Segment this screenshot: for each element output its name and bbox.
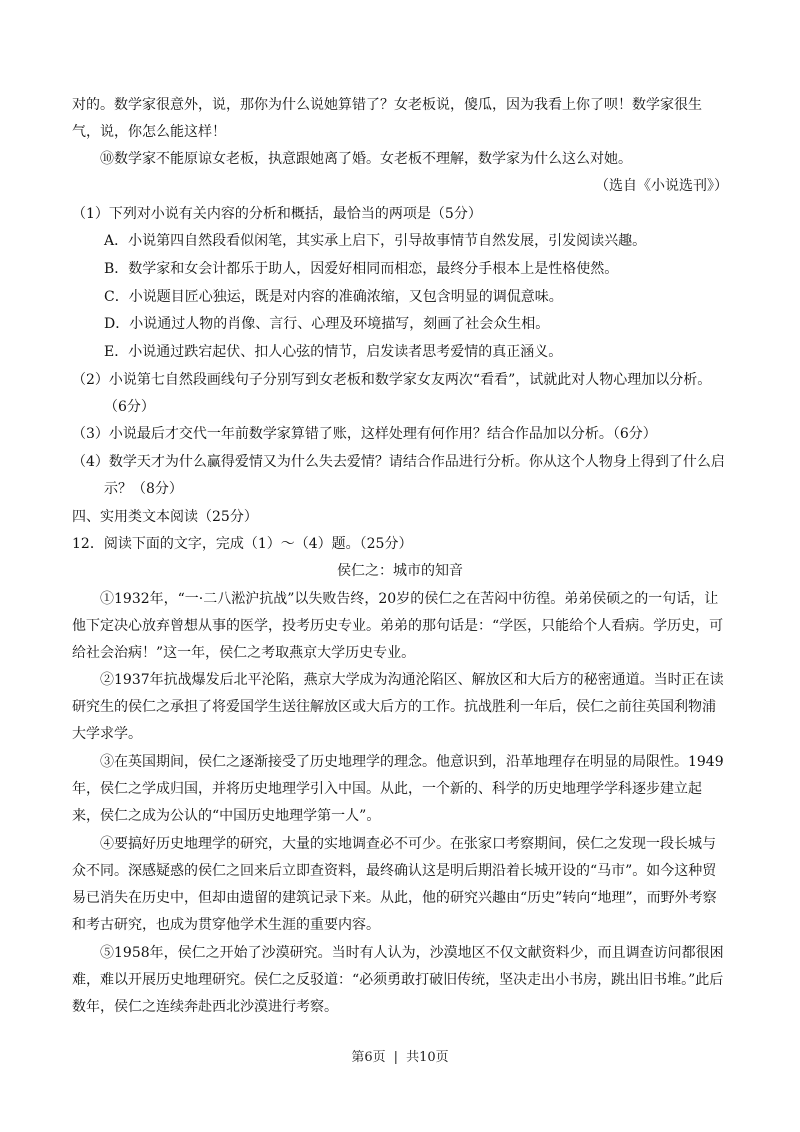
article-paragraph-4: ④要搞好历史地理学的研究，大量的实地调查必不可少。在张家口考察期间，侯仁之发现一段长城与众不同。深感疑惑的侯仁之回来后立即查资料，最终确认这是明后期沿着长城开设的“马市”。如今这种贸易已消失在历史中，但却由遗留的建筑记录下来。从此，他的研究兴趣由“历史”转向“地理”，而野外考察和考古研究，也成为贯穿他学术生涯的重要内容。 — [72, 836, 717, 933]
option-e: E．小说通过跌宕起伏、扣人心弦的情节，启发读者思考爱情的真正涵义。 — [104, 344, 563, 360]
question-4-points: 示？（8分） — [104, 481, 183, 497]
question-2: （2）小说第七自然段画线句子分别写到女老板和数学家女友两次“看看”，试就此对人物心理加以分析。 — [72, 372, 712, 388]
story-paragraph-9-end: 对的。数学家很意外，说，那你为什么说她算错了？女老板说，傻瓜，因为我看上你了呗！数学家很生气，说，你怎么能这样！ — [72, 97, 702, 140]
section-four-heading: 四、实用类文本阅读（25分） — [72, 509, 258, 525]
page-total: 共10页 — [406, 1050, 449, 1065]
article-paragraph-3: ③在英国期间，侯仁之逐渐接受了历史地理学的理念。他意识到，沿革地理存在明显的局限性。1949年，侯仁之学成归国，并将历史地理学引入中国。从此，一个新的、科学的历史地理学学科逐步建立起来，侯仁之成为公认的“中国历史地理学第一人”。 — [72, 754, 724, 824]
page-footer — [0, 1046, 800, 1065]
question-12-prompt: 12．阅读下面的文字，完成（1）～（4）题。（25分） — [72, 536, 413, 552]
article-paragraph-1: ①1932年，“一·二八淞沪抗战”以失败告终，20岁的侯仁之在苦闷中彷徨。弟弟侯硕之的一句话，让他下定决心放弃曾想从事的医学，投考历史专业。弟弟的那句话是：“学医，只能给个人看病。学历史，可给社会治病！”这一年，侯仁之考取燕京大学历史专业。 — [72, 591, 724, 661]
option-c: C．小说题目匠心独运，既是对内容的准确浓缩，又包含明显的调侃意味。 — [104, 289, 563, 305]
question-2-points: （6分） — [104, 399, 155, 415]
question-3: （3）小说最后才交代一年前数学家算错了账，这样处理有何作用？结合作品加以分析。（6分） — [72, 426, 657, 442]
article-paragraph-5: ⑤1958年，侯仁之开始了沙漠研究。当时有人认为，沙漠地区不仅文献资料少，而且调查访问都很困难，难以开展历史地理研究。侯仁之反驳道：“必须勇敢打破旧传统，坚决走出小书房，跳出旧书堆。”此后数年，侯仁之连续奔赴西北沙漠进行考察。 — [72, 945, 724, 1015]
option-b: B．数学家和女会计都乐于助人，因爱好相同而相恋，最终分手根本上是性格使然。 — [104, 261, 619, 277]
article-title: 侯仁之：城市的知音 — [337, 563, 463, 579]
question-4: （4）数学天才为什么赢得爱情又为什么失去爱情？请结合作品进行分析。你从这个人物身上得到了什么启 — [72, 454, 725, 470]
question-1: （1）下列对小说有关内容的分析和概括，最恰当的两项是（5分） — [72, 206, 482, 222]
footer-separator: | — [393, 1050, 399, 1065]
page-number: 第6页 — [351, 1050, 386, 1065]
option-a: A．小说第四自然段看似闲笔，其实承上启下，引导故事情节自然发展，引发阅读兴趣。 — [104, 233, 647, 249]
story-source: （选自《小说选刊》） — [595, 178, 728, 194]
story-paragraph-10: ⑩数学家不能原谅女老板，执意跟她离了婚。女老板不理解，数学家为什么这么对她。 — [100, 151, 632, 167]
article-paragraph-2: ②1937年抗战爆发后北平沦陷，燕京大学成为沟通沦陷区、解放区和大后方的秘密通道。当时正在读研究生的侯仁之承担了将爱国学生送往解放区或大后方的工作。抗战胜利一年后，侯仁之前往英国利物浦大学求学。 — [72, 672, 724, 742]
option-d: D．小说通过人物的肖像、言行、心理及环境描写，刻画了社会众生相。 — [104, 316, 550, 332]
